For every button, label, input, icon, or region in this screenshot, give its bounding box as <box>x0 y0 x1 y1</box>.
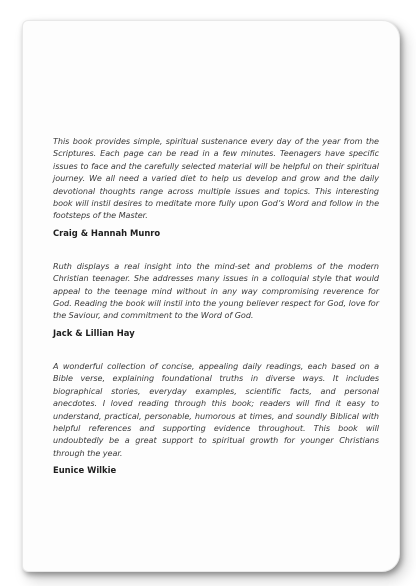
endorsement-quote: A wonderful collection of concise, appealing daily readings, each based on a Bible verse, explaining foundational truths in diverse ways. It includes biographical stories, everyday examples, scientific facts, and personal anecdotes. I loved reading through this book; readers will find it easy to understand, practical, personable, humorous at times, and soundly Biblical with helpful references and supporting evidence throughout. This book will undoubtedly be a great support to spiritual growth for younger Christians through the year. <box>53 360 379 458</box>
endorsements-section <box>53 135 379 497</box>
endorsement-3 <box>53 360 379 476</box>
endorsement-author: Eunice Wilkie <box>53 465 117 476</box>
book-page <box>22 20 400 572</box>
endorsement-2 <box>53 260 379 339</box>
endorsement-author: Jack & Lillian Hay <box>53 327 135 338</box>
endorsement-quote: Ruth displays a real insight into the mind-set and problems of the modern Christian teenager. She addresses many issues in a colloquial style that would appeal to the teenage mind without in any way compromising reverence for God. Reading the book will instil into the young believer respect for God, love for the Saviour, and commitment to the Word of God. <box>53 260 379 321</box>
endorsement-quote: This book provides simple, spiritual sustenance every day of the year from the Scriptures. Each page can be read in a few minutes. Teenagers have specific issues to face and the carefully selected material will be helpful on their spiritual journey. We all need a varied diet to help us develop and grow and the daily devotional thoughts range across multiple issues and topics. This interesting book will instil desires to meditate more fully upon God’s Word and follow in the footsteps of the Master. <box>53 136 379 221</box>
endorsement-1 <box>53 135 379 239</box>
endorsement-author: Craig & Hannah Munro <box>53 227 161 238</box>
